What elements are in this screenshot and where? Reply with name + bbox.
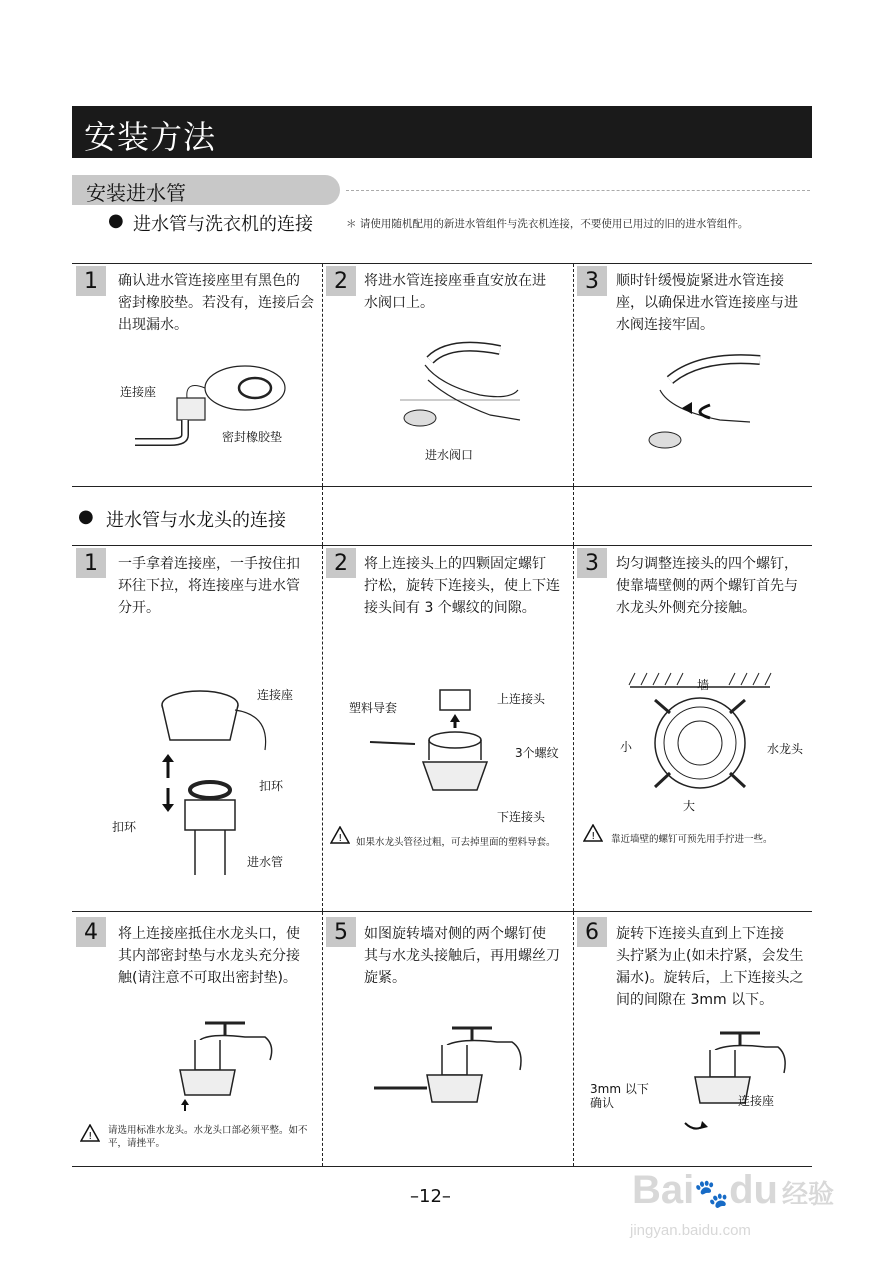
grid-divider: [322, 264, 323, 486]
label-connector: 连接座: [738, 1094, 775, 1108]
label-seal: 密封橡胶垫: [222, 430, 283, 444]
label-connector: 连接座: [120, 385, 157, 399]
grid-line: [72, 911, 812, 912]
label-inlet-hose: 进水管: [247, 855, 284, 869]
warning-icon: [583, 824, 603, 842]
part2-heading: 进水管与水龙头的连接: [106, 510, 286, 531]
grid-divider: [573, 264, 574, 486]
warning-icon: [80, 1124, 100, 1142]
step-text: 将上连接座抵住水龙头口，使 其内部密封垫与水龙头充分接 触(请注意不可取出密封垫)。: [118, 926, 300, 986]
label-3mm: 3mm 以下: [590, 1082, 649, 1096]
svg-text:!: !: [338, 833, 343, 844]
section-divider: [346, 190, 810, 191]
label-confirm: 确认: [590, 1096, 615, 1110]
grid-divider: [573, 912, 574, 1166]
section-title: 安装进水管: [86, 181, 186, 205]
label-ring: 扣环: [112, 820, 137, 834]
step-text: 将进水管连接座垂直安放在进 水阀口上。: [364, 273, 546, 311]
svg-text:!: !: [88, 1131, 93, 1142]
warning-text: 如果水龙头管径过粗，可去掉里面的塑料导套。: [356, 837, 556, 848]
page-title: 安装方法: [84, 118, 217, 156]
step-text: 如图旋转墙对侧的两个螺钉使 其与水龙头接触后，再用螺丝刀 旋紧。: [364, 926, 560, 986]
grid-line: [72, 545, 812, 546]
grid-divider: [322, 546, 323, 911]
warning-icon: [330, 826, 350, 844]
step-number: 1: [76, 548, 106, 578]
watermark-logo: Bai🐾du 经验: [632, 1168, 835, 1212]
faucet-press-illustration: [150, 1015, 280, 1115]
watermark-url: jingyan.baidu.com: [630, 1222, 751, 1239]
label-3-threads: 3个螺纹: [515, 746, 559, 760]
part1-note: ＊ 请使用随机配用的新进水管组件与洗衣机连接，不要使用已用过的旧的进水管组件。: [346, 218, 749, 230]
step-text: 顺时针缓慢旋紧进水管连接 座，以确保进水管连接座与进 水阀连接牢固。: [616, 273, 798, 333]
svg-text:!: !: [591, 831, 596, 842]
grid-divider: [573, 487, 574, 545]
label-large: 大: [683, 799, 696, 813]
step-text: 一手拿着连接座，一手按住扣 环往下拉，将连接座与进水管 分开。: [118, 556, 300, 616]
step-number: 3: [577, 548, 607, 578]
label-ring: 扣环: [259, 779, 284, 793]
label-upper-connector: 上连接头: [497, 692, 546, 706]
step-number: 1: [76, 266, 106, 296]
final-tighten-illustration: [660, 1025, 790, 1140]
screwdriver-tighten-illustration: [372, 1020, 527, 1120]
upper-lower-connector-illustration: [365, 680, 515, 800]
warning-text: 靠近墙壁的螺钉可预先用手拧进一些。: [611, 834, 773, 845]
step-number: 2: [326, 548, 356, 578]
grid-line: [72, 263, 812, 264]
grid-divider: [322, 912, 323, 1166]
step-text: 均匀调整连接头的四个螺钉， 使靠墙壁侧的两个螺钉首先与 水龙头外侧充分接触。: [616, 556, 798, 616]
step-text: 将上连接头上的四颗固定螺钉 拧松，旋转下连接头，使上下连 接头间有 3 个螺纹的间隙。: [364, 556, 560, 616]
step-number: 2: [326, 266, 356, 296]
bullet-dot: ●: [78, 506, 94, 527]
label-wall: 墙: [697, 678, 710, 692]
grid-divider: [322, 487, 323, 545]
tighten-illustration: [630, 350, 770, 450]
inlet-valve-illustration: [390, 340, 530, 440]
page-number: –12–: [410, 1186, 451, 1207]
grid-divider: [573, 546, 574, 911]
grid-line: [72, 1166, 812, 1167]
paw-icon: 🐾: [694, 1178, 730, 1209]
step-number: 4: [76, 917, 106, 947]
step-text: 确认进水管连接座里有黑色的 密封橡胶垫。若没有，连接后会 出现漏水。: [118, 273, 314, 333]
connector-seal-illustration: [115, 360, 315, 450]
label-faucet: 水龙头: [767, 742, 804, 756]
label-connector: 连接座: [257, 688, 294, 702]
step-number: 3: [577, 266, 607, 296]
label-small: 小: [620, 740, 633, 754]
part1-heading: 进水管与洗衣机的连接: [133, 214, 313, 235]
label-inlet-valve: 进水阀口: [425, 448, 474, 462]
label-lower-connector: 下连接头: [497, 810, 546, 824]
step-text: 旋转下连接头直到上下连接 头拧紧为止(如未拧紧，会发生 漏水)。旋转后，上下连接头之 间的间隙在 3mm 以下。: [616, 926, 804, 1008]
bullet-dot: ●: [108, 210, 124, 231]
label-plastic-sleeve: 塑料导套: [349, 701, 398, 715]
step-number: 6: [577, 917, 607, 947]
step-number: 5: [326, 917, 356, 947]
grid-line: [72, 486, 812, 487]
warning-text: 请选用标准水龙头。水龙头口部必须平整。如不 平，请挫平。: [108, 1125, 308, 1149]
